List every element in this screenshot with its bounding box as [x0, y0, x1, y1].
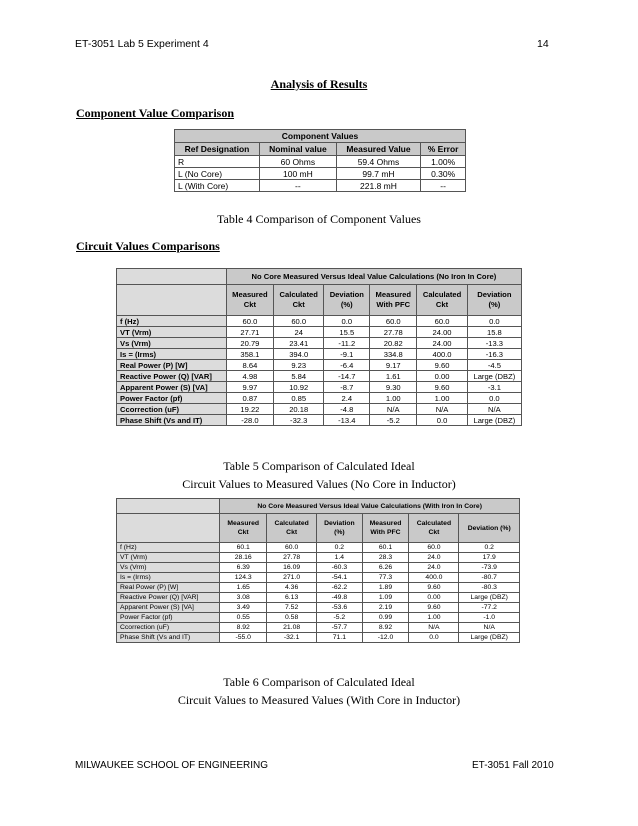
table-cell: 2.19 — [362, 603, 409, 613]
table-cell: 0.00 — [409, 593, 459, 603]
table-cell: 59.4 Ohms — [336, 156, 421, 168]
table-cell: 15.5 — [324, 327, 370, 338]
table-cell: 60.0 — [226, 316, 273, 327]
table-cell: -49.8 — [317, 593, 362, 603]
table-cell: 27.78 — [267, 553, 317, 563]
table6-title: No Core Measured Versus Ideal Value Calculations (With Iron In Core) — [220, 499, 520, 514]
footer-right: ET-3051 Fall 2010 — [472, 760, 554, 771]
table-cell: 0.58 — [267, 613, 317, 623]
table5-title: No Core Measured Versus Ideal Value Calculations (No Iron In Core) — [226, 269, 521, 285]
table-cell: 6.39 — [220, 563, 267, 573]
table-cell: -11.2 — [324, 338, 370, 349]
table-cell: 2.4 — [324, 393, 370, 404]
row-label: Reactive Power (Q) [VAR] — [117, 593, 220, 603]
table-cell: 124.3 — [220, 573, 267, 583]
table-cell: 60.0 — [273, 316, 323, 327]
table-cell: 6.13 — [267, 593, 317, 603]
table-row — [117, 613, 520, 623]
table-row — [117, 404, 522, 415]
table-cell: -5.2 — [317, 613, 362, 623]
row-label: Phase Shift (Vs and IT) — [117, 633, 220, 643]
table-cell: 20.18 — [273, 404, 323, 415]
table-cell: -3.1 — [467, 382, 521, 393]
table-cell: 0.00 — [417, 371, 467, 382]
row-label: Apparent Power (S) [VA] — [117, 382, 227, 393]
table-cell: -28.0 — [226, 415, 273, 426]
row-label: Phase Shift (Vs and IT) — [117, 415, 227, 426]
table-cell: 24.0 — [409, 553, 459, 563]
table-cell: 71.1 — [317, 633, 362, 643]
row-label: f (Hz) — [117, 316, 227, 327]
table-cell: 0.2 — [459, 543, 520, 553]
table-cell: 0.99 — [362, 613, 409, 623]
table6-corner-cell — [117, 514, 220, 543]
table4-header: Nominal value — [260, 143, 337, 156]
table-cell: Large (DBZ) — [459, 593, 520, 603]
table-cell: -62.2 — [317, 583, 362, 593]
table-row — [117, 593, 520, 603]
table4-caption: Table 4 Comparison of Component Values — [217, 212, 421, 226]
page-number: 14 — [537, 38, 549, 50]
table-cell: N/A — [409, 623, 459, 633]
table-cell: 27.78 — [370, 327, 417, 338]
table-cell: -- — [260, 180, 337, 192]
table-row — [117, 382, 522, 393]
table6-caption — [0, 673, 638, 709]
table-cell: 358.1 — [226, 349, 273, 360]
table-cell: 1.61 — [370, 371, 417, 382]
table-cell: 9.60 — [417, 382, 467, 393]
table-cell: -60.3 — [317, 563, 362, 573]
table-row — [117, 623, 520, 633]
table-cell: 1.00 — [370, 393, 417, 404]
row-label: Reactive Power (Q) [VAR] — [117, 371, 227, 382]
table-cell: 0.0 — [324, 316, 370, 327]
table-cell: -53.6 — [317, 603, 362, 613]
table-cell: 4.36 — [267, 583, 317, 593]
table-cell: 17.9 — [459, 553, 520, 563]
table5-caption-line2: Circuit Values to Measured Values (No Core in Inductor) — [182, 477, 456, 491]
row-label: Is = (Irms) — [117, 573, 220, 583]
table-cell: 1.89 — [362, 583, 409, 593]
table-row — [175, 156, 466, 168]
table-row — [117, 573, 520, 583]
table-cell: 19.22 — [226, 404, 273, 415]
table-row — [117, 563, 520, 573]
table-cell: 400.0 — [417, 349, 467, 360]
table-cell: 20.82 — [370, 338, 417, 349]
footer-left: MILWAUKEE SCHOOL OF ENGINEERING — [75, 760, 268, 771]
table-cell: 1.09 — [362, 593, 409, 603]
row-label: f (Hz) — [117, 543, 220, 553]
table5-corner-cell — [117, 285, 227, 316]
section-heading-circuit-values: Circuit Values Comparisons — [76, 239, 220, 253]
table-row — [117, 349, 522, 360]
column-header: Deviation (%) — [324, 285, 370, 316]
no-core-comparison-table — [116, 268, 522, 426]
table-row — [117, 393, 522, 404]
table-cell: -13.3 — [467, 338, 521, 349]
column-header: Calculated Ckt — [267, 514, 317, 543]
table-cell: 1.4 — [317, 553, 362, 563]
row-label: Ccorrection (uF) — [117, 623, 220, 633]
table-row — [175, 180, 466, 192]
column-header: Measured With PFC — [370, 285, 417, 316]
table-cell: 9.17 — [370, 360, 417, 371]
table5-corner-cell — [117, 269, 227, 285]
table-cell: 8.92 — [362, 623, 409, 633]
table-cell: 394.0 — [273, 349, 323, 360]
row-label: Real Power (P) [W] — [117, 583, 220, 593]
table-cell: 24.00 — [417, 327, 467, 338]
table-cell: -32.3 — [273, 415, 323, 426]
table-cell: 28.16 — [220, 553, 267, 563]
table-row — [117, 553, 520, 563]
table-cell: -13.4 — [324, 415, 370, 426]
table-cell: Large (DBZ) — [467, 371, 521, 382]
table-cell: 8.92 — [220, 623, 267, 633]
table5-caption — [0, 457, 638, 493]
table-cell: N/A — [417, 404, 467, 415]
table-row — [117, 603, 520, 613]
table-cell: 21.08 — [267, 623, 317, 633]
table-cell: 24.0 — [409, 563, 459, 573]
table-cell: 1.65 — [220, 583, 267, 593]
table-cell: 20.79 — [226, 338, 273, 349]
table-cell: 15.8 — [467, 327, 521, 338]
table-cell: 28.3 — [362, 553, 409, 563]
table-cell: 100 mH — [260, 168, 337, 180]
table-cell: -80.3 — [459, 583, 520, 593]
table-cell: -8.7 — [324, 382, 370, 393]
table-cell: 9.60 — [417, 360, 467, 371]
table-row — [117, 338, 522, 349]
table6-corner-cell — [117, 499, 220, 514]
table-cell: 334.8 — [370, 349, 417, 360]
table-cell: 9.97 — [226, 382, 273, 393]
column-header: Measured Ckt — [220, 514, 267, 543]
table-cell: L (With Core) — [175, 180, 260, 192]
with-core-comparison-table — [116, 498, 520, 643]
table-cell: 9.30 — [370, 382, 417, 393]
table-cell: -14.7 — [324, 371, 370, 382]
table-cell: -4.5 — [467, 360, 521, 371]
section-heading-component-values: Component Value Comparison — [76, 106, 235, 120]
row-label: Ccorrection (uF) — [117, 404, 227, 415]
table-cell: R — [175, 156, 260, 168]
column-header: Deviation (%) — [317, 514, 362, 543]
table-row — [117, 371, 522, 382]
table-cell: 23.41 — [273, 338, 323, 349]
table-cell: 0.55 — [220, 613, 267, 623]
table-cell: 60 Ohms — [260, 156, 337, 168]
column-header: Measured Ckt — [226, 285, 273, 316]
table-cell: 77.3 — [362, 573, 409, 583]
table-cell: 0.2 — [317, 543, 362, 553]
table-cell: 60.0 — [370, 316, 417, 327]
table-cell: 4.98 — [226, 371, 273, 382]
component-values-table — [174, 129, 466, 192]
row-label: VT (Vrm) — [117, 553, 220, 563]
table-cell: 60.0 — [409, 543, 459, 553]
table-cell: -32.1 — [267, 633, 317, 643]
table-cell: 0.85 — [273, 393, 323, 404]
table-row — [117, 633, 520, 643]
table-cell: 9.60 — [409, 603, 459, 613]
table-row — [117, 327, 522, 338]
row-label: Apparent Power (S) [VA] — [117, 603, 220, 613]
table-cell: 1.00 — [409, 613, 459, 623]
table-cell: 24.00 — [417, 338, 467, 349]
table-cell: Large (DBZ) — [467, 415, 521, 426]
table-row — [175, 168, 466, 180]
table-cell: 0.30% — [421, 168, 466, 180]
table-cell: -5.2 — [370, 415, 417, 426]
table-cell: -9.1 — [324, 349, 370, 360]
table-row — [117, 316, 522, 327]
table-cell: 60.1 — [362, 543, 409, 553]
table-cell: 7.52 — [267, 603, 317, 613]
table-cell: -55.0 — [220, 633, 267, 643]
table-cell: -12.0 — [362, 633, 409, 643]
table4-header: Ref Designation — [175, 143, 260, 156]
column-header: Deviation (%) — [459, 514, 520, 543]
table-cell: 0.0 — [409, 633, 459, 643]
table-cell: 60.1 — [220, 543, 267, 553]
table-cell: 1.00 — [417, 393, 467, 404]
table-cell: -54.1 — [317, 573, 362, 583]
table-cell: -77.2 — [459, 603, 520, 613]
table4-header: % Error — [421, 143, 466, 156]
column-header: Calculated Ckt — [273, 285, 323, 316]
table-cell: 27.71 — [226, 327, 273, 338]
table-cell: 24 — [273, 327, 323, 338]
table-cell: -73.9 — [459, 563, 520, 573]
row-label: VT (Vrm) — [117, 327, 227, 338]
row-label: Vs (Vrm) — [117, 338, 227, 349]
table-cell: 1.00% — [421, 156, 466, 168]
table-cell: 0.0 — [467, 393, 521, 404]
table-cell: -57.7 — [317, 623, 362, 633]
table-cell: N/A — [467, 404, 521, 415]
table-row — [117, 543, 520, 553]
row-label: Power Factor (pf) — [117, 393, 227, 404]
table-cell: 9.23 — [273, 360, 323, 371]
table-cell: -- — [421, 180, 466, 192]
table4-header: Measured Value — [336, 143, 421, 156]
table5-caption-line1: Table 5 Comparison of Calculated Ideal — [223, 459, 415, 473]
table-row — [117, 415, 522, 426]
table-cell: -16.3 — [467, 349, 521, 360]
table6-caption-line1: Table 6 Comparison of Calculated Ideal — [223, 675, 415, 689]
table-cell: 400.0 — [409, 573, 459, 583]
row-label: Is = (Irms) — [117, 349, 227, 360]
table-cell: -4.8 — [324, 404, 370, 415]
table-cell: -80.7 — [459, 573, 520, 583]
table-cell: 60.0 — [417, 316, 467, 327]
table-row — [117, 583, 520, 593]
column-header: Calculated Ckt — [409, 514, 459, 543]
table-row — [117, 360, 522, 371]
table-cell: N/A — [459, 623, 520, 633]
table-cell: 0.0 — [417, 415, 467, 426]
column-header: Deviation (%) — [467, 285, 521, 316]
table4-title: Component Values — [175, 130, 466, 143]
table-cell: -6.4 — [324, 360, 370, 371]
header-left: ET-3051 Lab 5 Experiment 4 — [75, 38, 209, 50]
table-cell: Large (DBZ) — [459, 633, 520, 643]
row-label: Power Factor (pf) — [117, 613, 220, 623]
column-header: Measured With PFC — [362, 514, 409, 543]
table-cell: 271.0 — [267, 573, 317, 583]
table6-caption-line2: Circuit Values to Measured Values (With Core in Inductor) — [177, 693, 461, 707]
page-title: Analysis of Results — [270, 77, 368, 91]
table-cell: 0.87 — [226, 393, 273, 404]
table-cell: 0.0 — [467, 316, 521, 327]
table-cell: N/A — [370, 404, 417, 415]
table-cell: 3.08 — [220, 593, 267, 603]
column-header: Calculated Ckt — [417, 285, 467, 316]
table-cell: 6.26 — [362, 563, 409, 573]
table-cell: 60.0 — [267, 543, 317, 553]
table-cell: -1.0 — [459, 613, 520, 623]
table-cell: 3.49 — [220, 603, 267, 613]
table-cell: 10.92 — [273, 382, 323, 393]
row-label: Real Power (P) [W] — [117, 360, 227, 371]
table-cell: 9.60 — [409, 583, 459, 593]
row-label: Vs (Vrm) — [117, 563, 220, 573]
table-cell: 8.64 — [226, 360, 273, 371]
table-cell: 16.09 — [267, 563, 317, 573]
table-cell: 99.7 mH — [336, 168, 421, 180]
table-cell: 221.8 mH — [336, 180, 421, 192]
table-cell: L (No Core) — [175, 168, 260, 180]
table-cell: 5.84 — [273, 371, 323, 382]
